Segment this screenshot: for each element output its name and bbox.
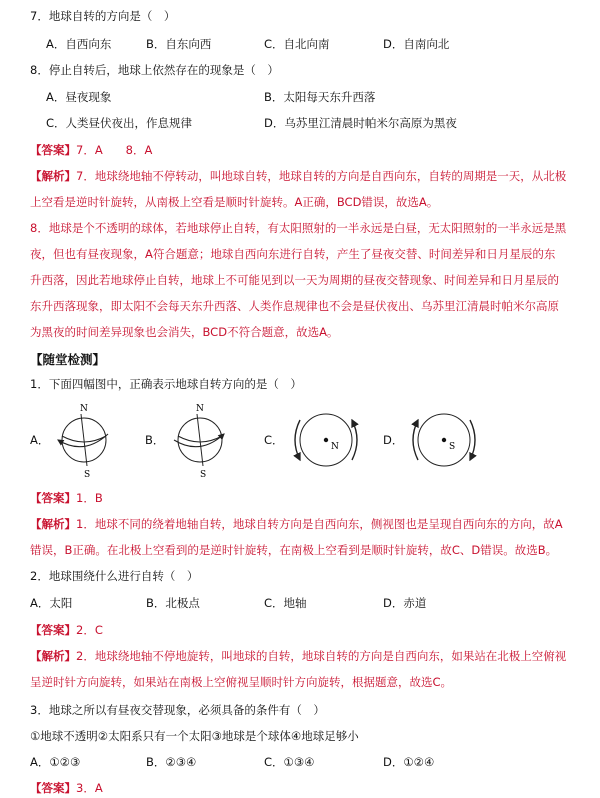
answer-tag: 【答案】 (30, 143, 76, 157)
t2-stem: 2．地球围绕什么进行自转（ ） (30, 569, 199, 583)
figure-c-north-pole-view (295, 414, 357, 466)
analysis-line: 【解析】1．地球不同的绕着地轴自转，地球自转方向是自西向东，侧视图也是呈现自西向东的方向，故A (30, 517, 563, 531)
figure-b-north-label: N (196, 404, 204, 414)
answer-tag: 【答案】 (30, 623, 76, 637)
figure-c-pole-label: N (331, 442, 339, 452)
answer-tag: 【答案】 (30, 781, 76, 795)
figure-b-side-view (174, 404, 224, 480)
answer-text: 2．C (76, 623, 103, 637)
analysis-line: 错误，B正确。在北极上空看到的是逆时针旋转，在南极上空看到是顺时针旋转，故C、D错误。故选B。 (30, 543, 558, 557)
t3-option-b: B．②③④ (146, 755, 197, 769)
t1-figures (0, 400, 600, 480)
q8-option-b: B．太阳每天东升西落 (264, 90, 376, 104)
t3-stem: 3．地球之所以有昼夜交替现象，必须具备的条件有（ ） (30, 703, 325, 717)
t1-option-a-label: A． (30, 433, 50, 447)
figure-d-pole-label: S (449, 442, 456, 452)
answer-t2 (30, 622, 103, 638)
t2-option-b: B．北极点 (146, 596, 200, 610)
answer-7-8 (30, 142, 152, 158)
figure-a-side-view (58, 404, 108, 480)
q7-option-d: D．自南向北 (383, 37, 450, 51)
t2-option-a: A．太阳 (30, 596, 73, 610)
t2-option-c: C．地轴 (264, 596, 307, 610)
analysis-tag: 【解析】 (30, 649, 76, 663)
answer-text: 1．B (76, 491, 103, 505)
analysis-line: 夜，但也有昼夜现象，A符合题意；地球自西向东进行自转，产生了昼夜交替、时间差异和日月星辰的东 (30, 247, 556, 261)
answer-tag: 【答案】 (30, 491, 76, 505)
answer-t1 (30, 490, 103, 506)
analysis-line: 【解析】2．地球绕地轴不停地旋转，叫地球的自转，地球自转的方向是自西向东，如果站在北极上空俯视 (30, 649, 567, 663)
q7-stem: 7．地球自转的方向是（ ） (30, 9, 176, 23)
t3-option-d: D．①②④ (383, 755, 435, 769)
figure-a-north-label: N (80, 404, 88, 414)
analysis-line: 为黑夜的时间差异现象也会消失，BCD不符合题意，故选A。 (30, 325, 339, 339)
t1-stem: 1．下面四幅图中，正确表示地球自转方向的是（ ） (30, 377, 302, 391)
q8-option-a: A．昼夜现象 (46, 90, 112, 104)
q7-option-c: C．自北向南 (264, 37, 330, 51)
analysis-line: 上空看是逆时针旋转，从南极上空看是顺时针旋转。A正确，BCD错误，故选A。 (30, 195, 439, 209)
t1-option-d-label: D． (383, 433, 404, 447)
t1-option-c-label: C． (264, 433, 284, 447)
analysis-line: 呈逆时针方向旋转，如果站在南极上空俯视呈顺时针方向旋转，根据题意，故选C。 (30, 675, 453, 689)
t3-option-c: C．①③④ (264, 755, 315, 769)
analysis-tag: 【解析】 (30, 517, 76, 531)
q8-option-c: C．人类昼伏夜出，作息规律 (46, 116, 193, 130)
figure-a-south-label: S (84, 470, 91, 480)
figure-b-south-label: S (200, 470, 207, 480)
q8-option-d: D．乌苏里江清晨时帕米尔高原为黑夜 (264, 116, 457, 130)
q7-option-b: B．自东向西 (146, 37, 212, 51)
t2-option-d: D．赤道 (383, 596, 427, 610)
q7-option-a: A．自西向东 (46, 37, 112, 51)
t3-option-a: A．①②③ (30, 755, 81, 769)
analysis-line: 【解析】7．地球绕地轴不停转动，叫地球自转，地球自转的方向是自西向东，自转的周期是一天，从北极 (30, 169, 567, 183)
analysis-line: 8．地球是个不透明的球体，若地球停止自转，有太阳照射的一半永远是白昼，无太阳照射的一半永远是黑 (30, 221, 567, 235)
answer-text: 3．A (76, 781, 103, 795)
answer-text: 7．A 8．A (76, 143, 153, 157)
q8-stem: 8．停止自转后，地球上依然存在的现象是（ ） (30, 63, 279, 77)
t3-conditions: ①地球不透明②太阳系只有一个太阳③地球是个球体④地球足够小 (30, 729, 359, 743)
analysis-line: 升西落，因此若地球停止自转，地球上不可能见到以一天为周期的昼夜交替现象、时间差异和日月星辰的 (30, 273, 559, 287)
t1-option-b-label: B． (145, 433, 165, 447)
section-title: 【随堂检测】 (30, 352, 106, 367)
figure-d-south-pole-view (413, 414, 475, 466)
analysis-tag: 【解析】 (30, 169, 76, 183)
answer-t3 (30, 780, 103, 796)
analysis-line: 东升西落现象，即太阳不会每天东升西落、人类作息规律也不会是昼伏夜出、乌苏里江清晨时帕米尔高原 (30, 299, 559, 313)
